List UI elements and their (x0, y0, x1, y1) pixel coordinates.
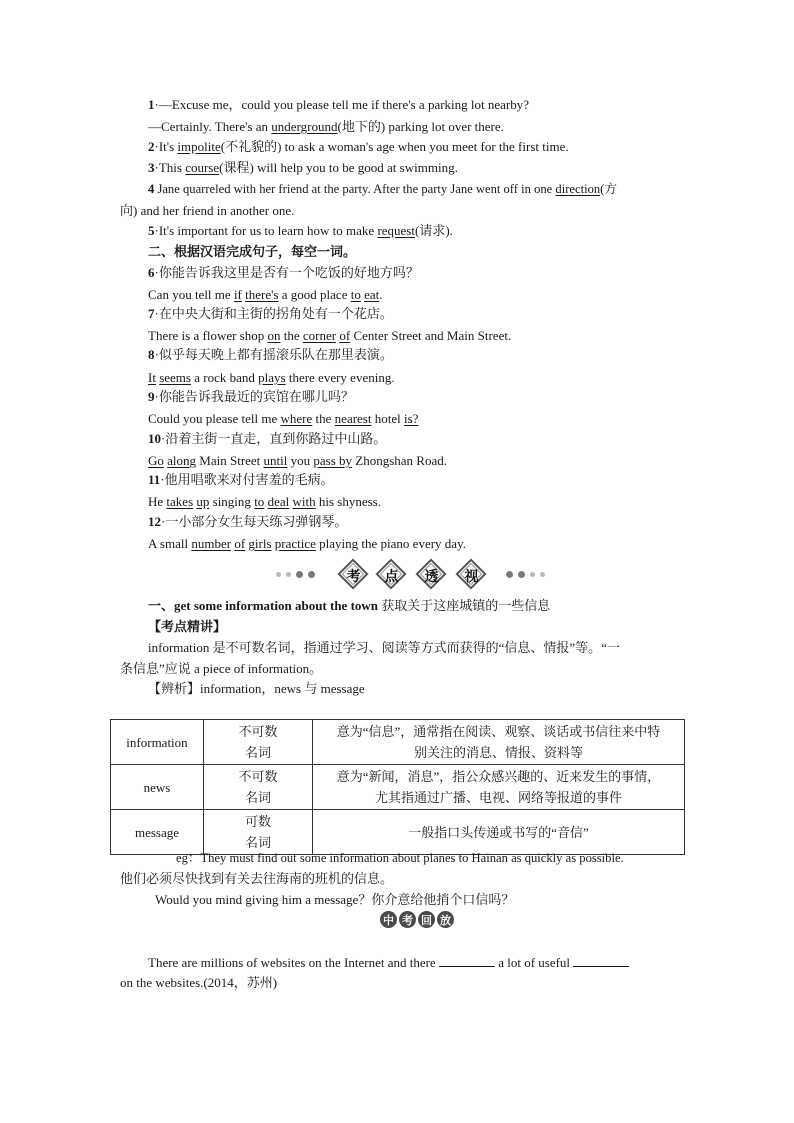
q9-en: Could you please tell me where the nearest hotel is? (148, 411, 419, 426)
answer-blank[interactable] (439, 954, 495, 967)
bianxi-label: 【辨析】information，news 与 message (148, 681, 365, 696)
item-2: 2·It's impolite(不礼貌的) to ask a woman's age when you meet for the first time. (148, 139, 569, 154)
q12-cn: 12·一小部分女生每天练习弹钢琴。 (148, 514, 348, 529)
part2-heading: 二、根据汉语完成句子，每空一词。 (148, 244, 357, 259)
table-row (111, 720, 685, 765)
q10-cn: 10·沿着主街一直走，直到你路过中山路。 (148, 431, 387, 446)
explanation-line2: 条信息”应说 a piece of information。 (120, 661, 323, 676)
section-banner (276, 558, 552, 592)
banner-diamond: 视 (456, 559, 487, 590)
heading-char: 中 (380, 911, 397, 928)
q6-cn: 6·你能告诉我这里是否有一个吃饭的好地方吗？ (148, 265, 419, 280)
dot (530, 572, 535, 577)
dot (540, 572, 545, 577)
table-cell-word: news (111, 765, 204, 810)
heading-char: 回 (418, 911, 435, 928)
dot (506, 571, 513, 578)
item-4-cont: 向) and her friend in another one. (120, 203, 295, 218)
banner-diamond: 考 (338, 559, 369, 590)
table-row (111, 810, 685, 855)
explanation-line1: information 是不可数名词，指通过学习、阅读等方式而获得的“信息、情报”等。“一 (148, 640, 620, 655)
table-cell-type: 不可数 名词 (204, 765, 313, 810)
table-cell-type: 不可数 名词 (204, 720, 313, 765)
item-5: 5·It's important for us to learn how to make request(请求). (148, 223, 453, 238)
q12-en: A small number of girls practice playing the piano every day. (148, 536, 466, 551)
item-1: 1·—Excuse me，could you please tell me if there's a parking lot nearby? (148, 97, 530, 112)
q11-en: He takes up singing to deal with his shyness. (148, 494, 381, 509)
table-cell-word: message (111, 810, 204, 855)
q11-cn: 11·他用唱歌来对付害羞的毛病。 (148, 472, 334, 487)
zhongkao-heading (380, 911, 454, 928)
q7-cn: 7·在中央大街和主街的拐角处有一个花店。 (148, 306, 393, 321)
exercise-line1: There are millions of websites on the Internet and there a lot of useful (148, 954, 629, 971)
banner-dots-left (276, 571, 315, 578)
q8-cn: 8·似乎每天晚上都有摇滚乐队在那里表演。 (148, 347, 393, 362)
dot (276, 572, 281, 577)
exercise-line2: on the websites.(2014，苏州) (120, 975, 278, 990)
section1-heading: 一、get some information about the town 获取关于这座城镇的一些信息 (148, 598, 551, 613)
table-cell-type: 可数 名词 (204, 810, 313, 855)
dot (286, 572, 291, 577)
answer-blank[interactable] (573, 954, 629, 967)
banner-diamond: 透 (416, 559, 447, 590)
example-2: Would you mind giving him a message？你介意给他捎个口信吗？ (155, 892, 515, 907)
q7-en: There is a flower shop on the corner of Center Street and Main Street. (148, 328, 512, 343)
example-1: eg：They must find out some information about planes to Hainan as quickly as possible. (176, 851, 624, 865)
table-cell-meaning: 一般指口头传递或书写的“音信” (313, 810, 685, 855)
table-row (111, 765, 685, 810)
banner-diamond: 点 (376, 559, 407, 590)
heading-char: 考 (399, 911, 416, 928)
example-1-cn: 他们必须尽快找到有关去往海南的班机的信息。 (120, 871, 394, 886)
q10-en: Go along Main Street until you pass by Zhongshan Road. (148, 453, 447, 468)
item-4: 4 Jane quarreled with her friend at the party. After the party Jane went off in one direction(方 (148, 182, 617, 196)
banner-dots-right (506, 571, 545, 578)
comparison-table (110, 719, 685, 855)
q6-en: Can you tell me if there's a good place to eat. (148, 287, 383, 302)
q9-cn: 9·你能告诉我最近的宾馆在哪儿吗？ (148, 389, 354, 404)
q8-en: It seems a rock band plays there every evening. (148, 370, 395, 385)
table-cell-word: information (111, 720, 204, 765)
jingjiang-label: 【考点精讲】 (148, 619, 227, 634)
item-1-answer: —Certainly. There's an underground(地下的) parking lot over there. (148, 119, 504, 134)
table-cell-meaning: 意为“信息”，通常指在阅读、观察、谈话或书信往来中特 别关注的消息、情报、资料等 (313, 720, 685, 765)
heading-char: 放 (437, 911, 454, 928)
dot (518, 571, 525, 578)
item-3: 3·This course(课程) will help you to be good at swimming. (148, 160, 458, 175)
dot (296, 571, 303, 578)
dot (308, 571, 315, 578)
table-cell-meaning: 意为“新闻，消息”，指公众感兴趣的、近来发生的事情， 尤其指通过广播、电视、网络等报道的事件 (313, 765, 685, 810)
